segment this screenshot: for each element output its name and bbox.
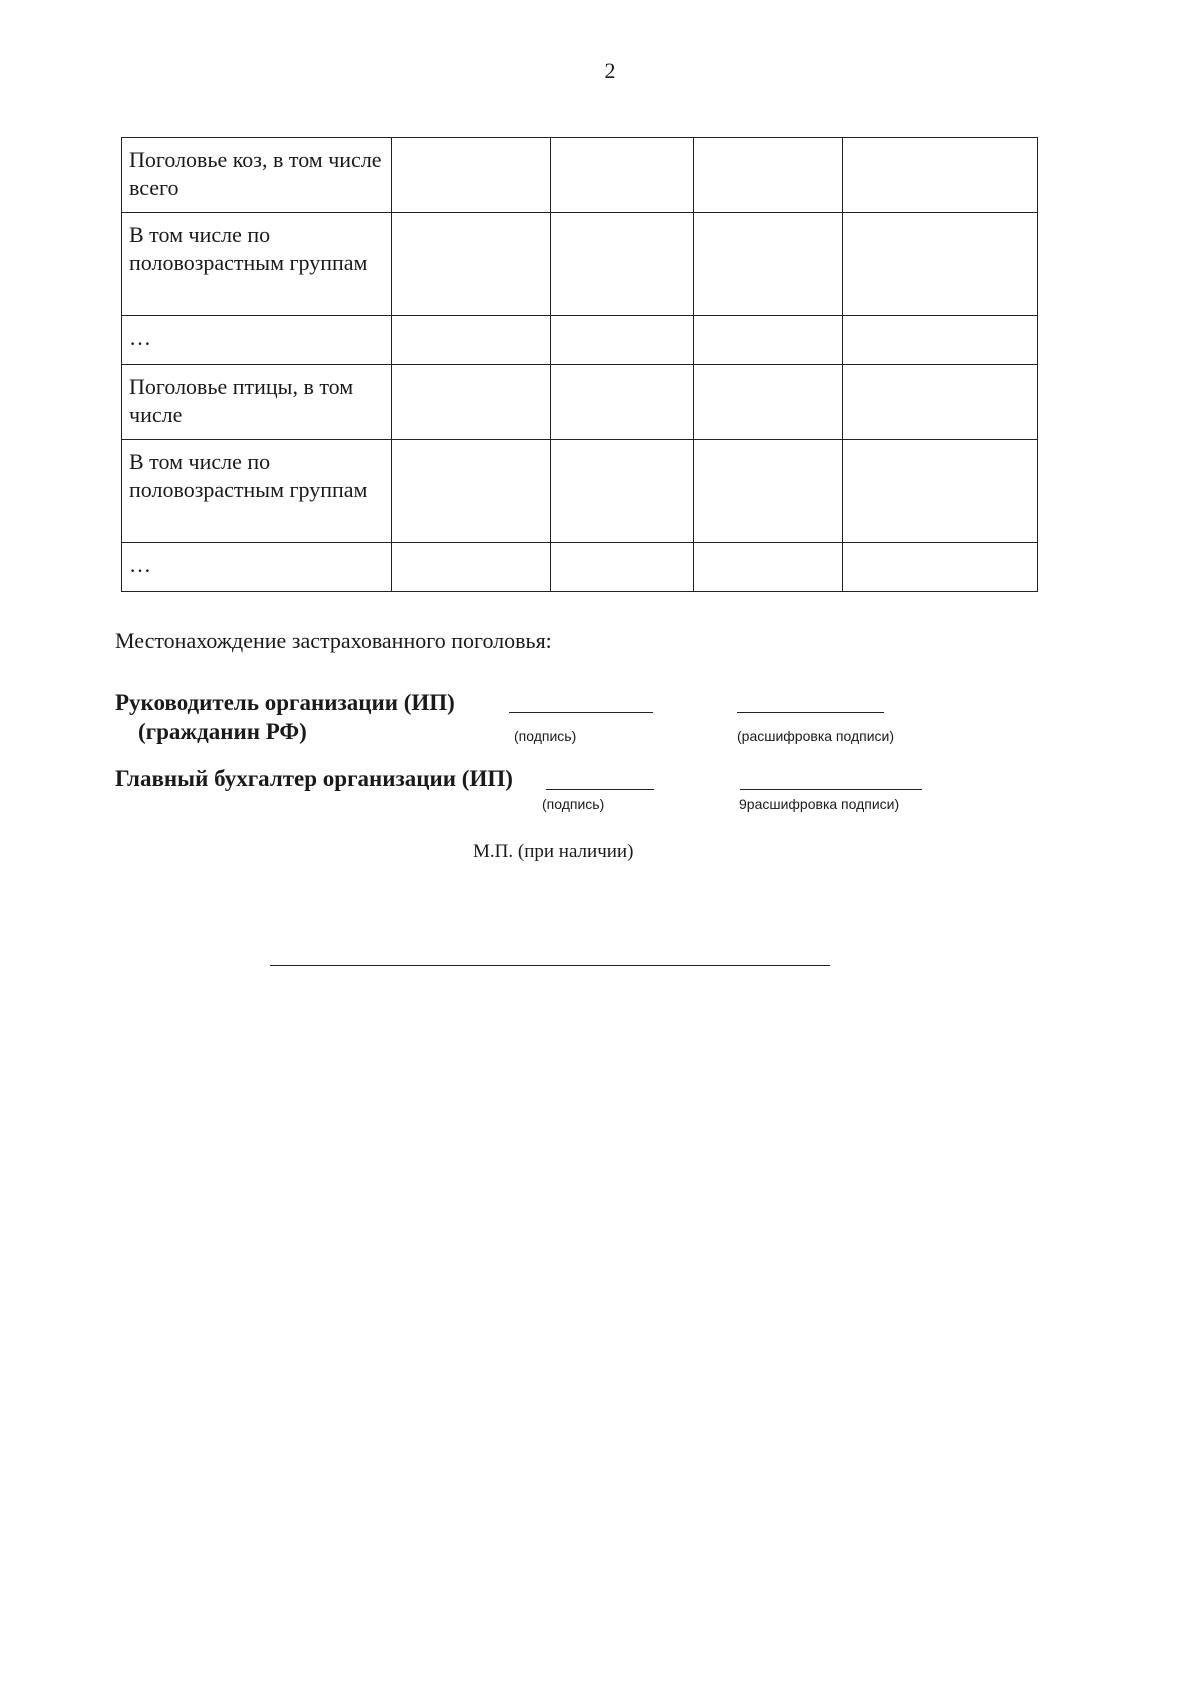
row-label-ellipsis: … [122, 543, 392, 592]
accountant-signature-caption: (подпись) [542, 796, 605, 812]
page-number: 2 [604, 58, 616, 83]
accountant-transcript-line[interactable] [740, 789, 922, 790]
head-signature-caption: (подпись) [514, 728, 577, 744]
accountant-signature-line[interactable] [546, 789, 654, 790]
table-cell [551, 138, 694, 213]
document-end-divider [270, 965, 830, 966]
table-row [122, 543, 1038, 592]
table-cell [694, 316, 843, 365]
livestock-table [121, 137, 1038, 592]
table-cell [694, 365, 843, 440]
table-row [122, 440, 1038, 543]
table-cell [551, 316, 694, 365]
table-cell [551, 543, 694, 592]
table-cell [694, 213, 843, 316]
table-cell [843, 543, 1038, 592]
row-label-ellipsis: … [122, 316, 392, 365]
table-row [122, 365, 1038, 440]
table-cell [843, 440, 1038, 543]
table-cell [392, 213, 551, 316]
livestock-location-label: Местонахождение застрахованного поголовья: [115, 628, 552, 653]
row-label-goats-groups: В том числе по половозрастным группам [122, 213, 392, 316]
table-cell [694, 138, 843, 213]
table-cell [843, 316, 1038, 365]
head-subtitle: (гражданин РФ) [138, 719, 307, 744]
table-cell [843, 138, 1038, 213]
accountant-title: Главный бухгалтер организации (ИП) [115, 766, 513, 791]
table-cell [392, 440, 551, 543]
accountant-transcript-caption: 9расшифровка подписи) [739, 796, 900, 812]
stamp-placeholder: М.П. (при наличии) [473, 841, 634, 862]
table-cell [551, 365, 694, 440]
table-cell [694, 543, 843, 592]
head-title: Руководитель организации (ИП) [115, 690, 455, 715]
table-row [122, 213, 1038, 316]
table-cell [843, 213, 1038, 316]
table-cell [392, 543, 551, 592]
row-label-poultry-groups: В том числе по половозрастным группам [122, 440, 392, 543]
head-transcript-caption: (расшифровка подписи) [737, 728, 895, 744]
table-cell [694, 440, 843, 543]
table-cell [843, 365, 1038, 440]
table-cell [392, 138, 551, 213]
table-cell [551, 213, 694, 316]
row-label-poultry-total: Поголовье птицы, в том числе [122, 365, 392, 440]
row-label-goats-total: Поголовье коз, в том числе всего [122, 138, 392, 213]
head-signature-line[interactable] [509, 712, 653, 713]
table-row [122, 138, 1038, 213]
table-cell [392, 365, 551, 440]
table-cell [392, 316, 551, 365]
head-transcript-line[interactable] [737, 712, 884, 713]
table-row [122, 316, 1038, 365]
table-cell [551, 440, 694, 543]
